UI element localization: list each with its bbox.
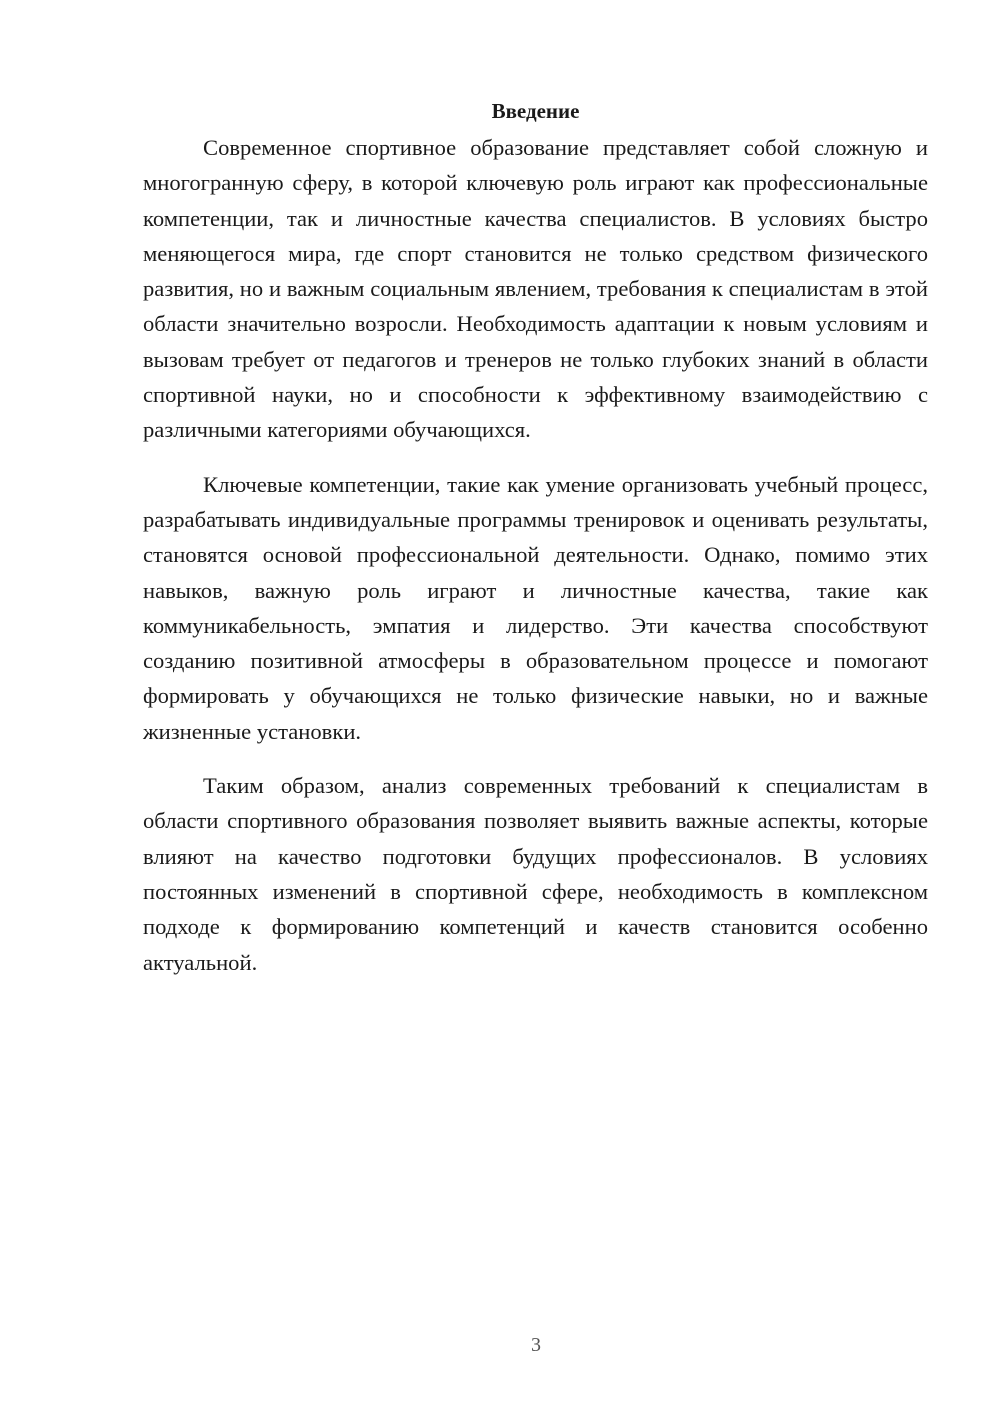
paragraph-3: Таким образом, анализ современных требований к специалистам в области спортивного образования позволяет выявить важные аспекты, которые влияют на качество подготовки будущих профессионалов. В условиях постоянных изменений в спортивной сфере, необходимость в комплексном подходе к формированию компетенций и качеств становится особенно актуальной. (143, 773, 928, 975)
paragraph-1: Современное спортивное образование представляет собой сложную и многогранную сферу, в которой ключевую роль играют как профессиональные компетенции, так и личностные качества специалистов. В условиях быстро меняющегося мира, где спорт становится не только средством физического развития, но и важным социальным явлением, требования к специалистам в этой области значительно возросли. Необходимость адаптации к новым условиям и вызовам требует от педагогов и тренеров не только глубоких знаний в области спортивной науки, но и способности к эффективному взаимодействию с различными категориями обучающихся. (143, 135, 928, 443)
section-heading: Введение (491, 99, 580, 123)
paragraph-2: Ключевые компетенции, такие как умение организовать учебный процесс, разрабатывать индивидуальные программы тренировок и оценивать результаты, становятся основой профессиональной деятельности. Однако, помимо этих навыков, важную роль играют и личностные качества, такие как коммуникабельность, эмпатия и лидерство. Эти качества способствуют созданию позитивной атмосферы в образовательном процессе и помогают формировать у обучающихся не только физические навыки, но и важные жизненные установки. (143, 471, 928, 744)
page-number: 3 (531, 1334, 541, 1356)
document-body (143, 96, 928, 999)
